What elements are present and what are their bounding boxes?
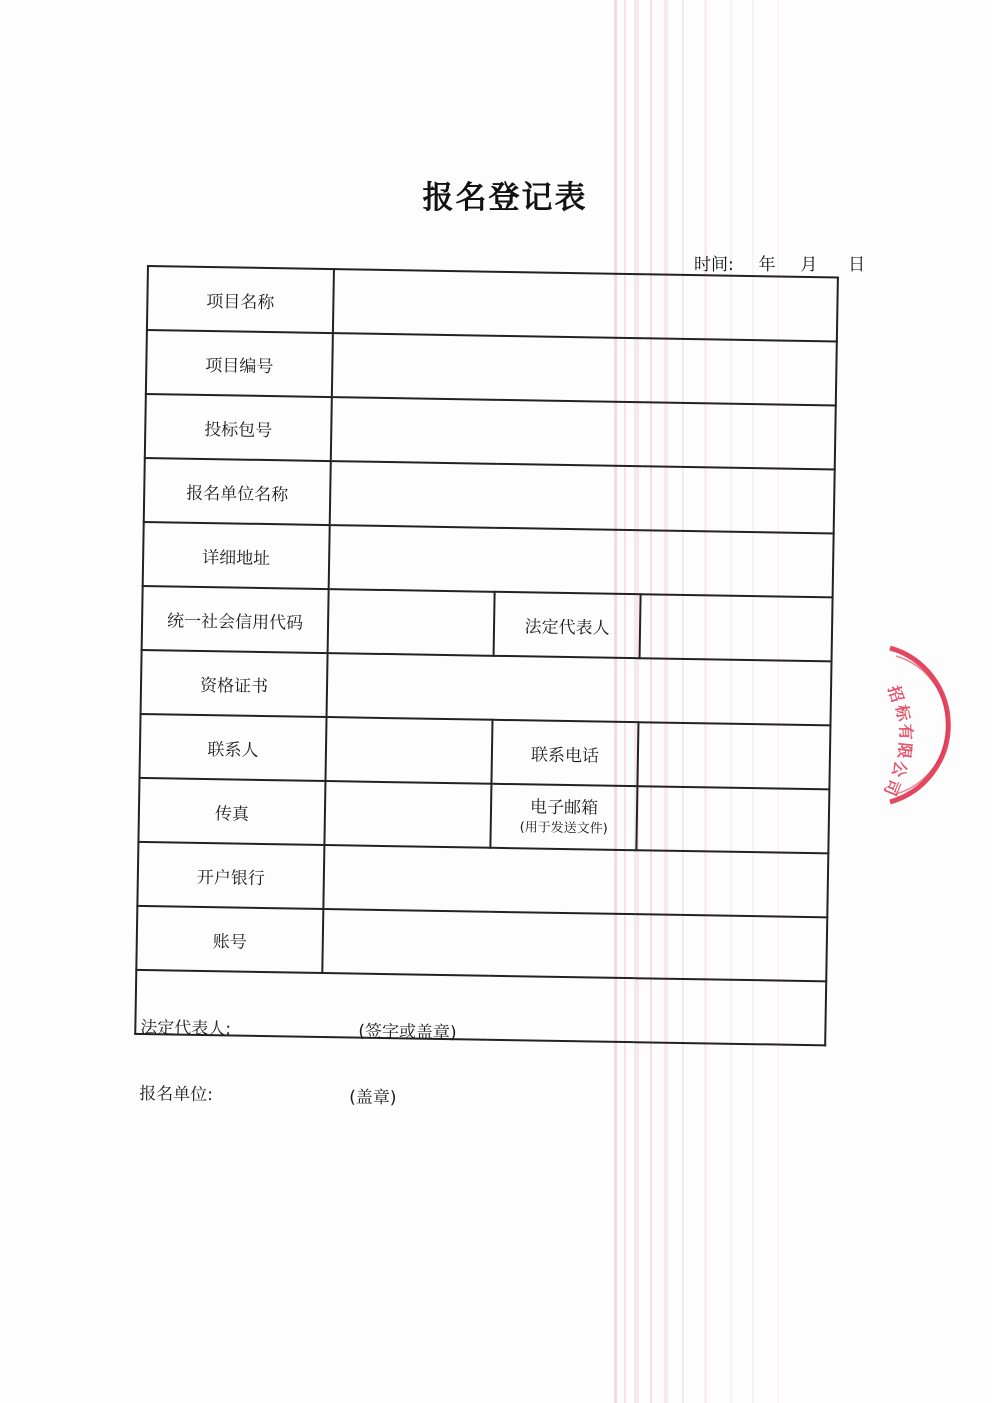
phone-field[interactable] xyxy=(637,722,830,789)
date-line xyxy=(694,250,865,275)
project-name-label: 项目名称 xyxy=(147,266,334,333)
date-label: 时间: xyxy=(694,255,734,275)
qualification-label: 资格证书 xyxy=(141,650,328,717)
registration-form xyxy=(134,265,837,1109)
table-row xyxy=(138,778,829,853)
contact-field[interactable] xyxy=(325,717,492,784)
account-field[interactable] xyxy=(322,909,827,981)
unit-sign-row xyxy=(139,1079,397,1109)
red-seal-stamp xyxy=(860,640,970,810)
date-day: 日 xyxy=(848,255,866,275)
table-row xyxy=(145,394,836,469)
table-row xyxy=(142,586,833,661)
date-month: 月 xyxy=(800,255,818,275)
email-note: (用于发送文件) xyxy=(519,819,608,837)
table-row xyxy=(137,842,828,917)
project-no-label: 项目编号 xyxy=(146,330,333,397)
legal-rep-sign-hint: (签字或盖章) xyxy=(358,1021,457,1044)
address-field[interactable] xyxy=(329,525,834,597)
email-label: 电子邮箱 xyxy=(529,796,599,819)
table-row xyxy=(143,522,834,597)
legal-rep-label: 法定代表人 xyxy=(494,592,641,658)
table-row xyxy=(141,650,832,725)
page-title: 报名登记表 xyxy=(422,180,588,216)
contact-label: 联系人 xyxy=(139,714,326,781)
company-name-field[interactable] xyxy=(330,461,835,533)
registration-table xyxy=(134,265,839,1109)
legal-rep-sign-row xyxy=(140,1013,457,1044)
credit-code-label: 统一社会信用代码 xyxy=(142,586,329,653)
table-row xyxy=(136,906,827,981)
unit-sign-label: 报名单位: xyxy=(139,1083,214,1106)
email-field[interactable] xyxy=(636,786,829,853)
table-row xyxy=(135,970,826,1045)
address-label: 详细地址 xyxy=(143,522,330,589)
fax-label: 传真 xyxy=(138,778,325,845)
phone-label: 联系电话 xyxy=(491,720,638,786)
company-name-label: 报名单位名称 xyxy=(144,458,331,525)
table-row xyxy=(147,266,838,341)
signature-area[interactable] xyxy=(135,970,826,1109)
bank-field[interactable] xyxy=(323,845,828,917)
svg-text:公: 公 xyxy=(888,759,911,780)
lot-no-label: 投标包号 xyxy=(145,394,332,461)
project-name-field[interactable] xyxy=(333,269,838,341)
fax-field[interactable] xyxy=(324,781,491,848)
lot-no-field[interactable] xyxy=(331,397,836,469)
credit-code-field[interactable] xyxy=(328,589,495,656)
table-row xyxy=(144,458,835,533)
unit-sign-hint: (盖章) xyxy=(349,1087,397,1109)
table-row xyxy=(139,714,830,789)
project-no-field[interactable] xyxy=(332,333,837,405)
svg-text:标: 标 xyxy=(892,703,914,723)
account-label: 账号 xyxy=(136,906,323,973)
email-label-cell xyxy=(490,784,637,850)
svg-text:司: 司 xyxy=(880,776,904,799)
svg-text:限: 限 xyxy=(894,741,915,760)
date-year: 年 xyxy=(758,255,776,275)
legal-rep-sign-label: 法定代表人: xyxy=(140,1017,232,1040)
svg-text:有: 有 xyxy=(896,723,916,741)
svg-text:招: 招 xyxy=(884,683,908,705)
qualification-field[interactable] xyxy=(327,653,832,725)
table-row xyxy=(146,330,837,405)
legal-rep-field[interactable] xyxy=(640,594,833,661)
bank-label: 开户银行 xyxy=(137,842,324,909)
